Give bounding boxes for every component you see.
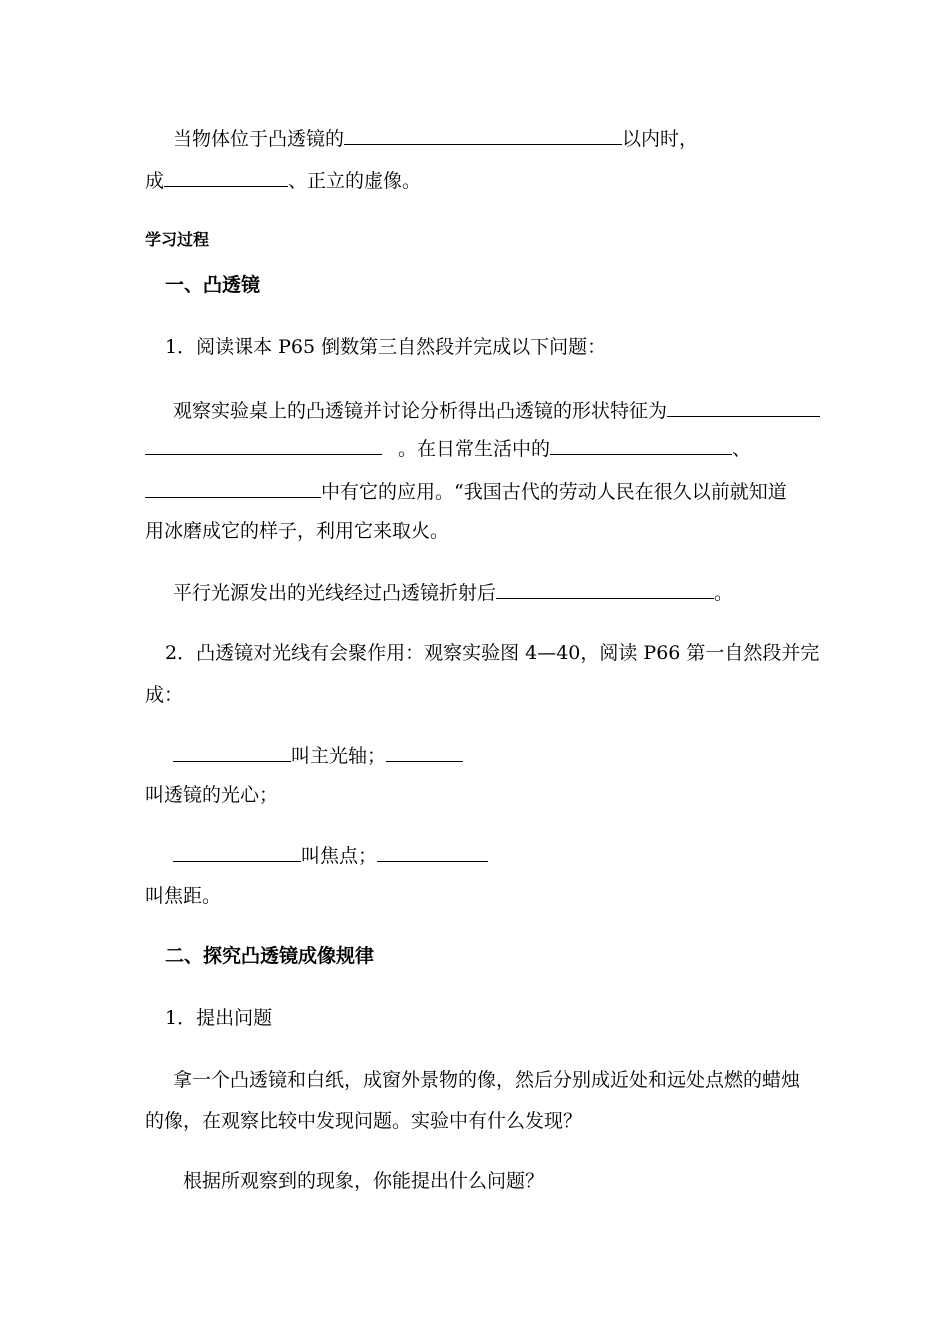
text-fragment: 、 — [732, 438, 752, 460]
paragraph-shape-2 — [145, 436, 751, 461]
question-3: 1．提出问题 — [165, 1007, 273, 1029]
fill-blank[interactable] — [344, 126, 622, 145]
paragraph-experiment-1: 拿一个凸透镜和白纸，成窗外景物的像，然后分别成近处和远处点燃的蜡烛 — [173, 1069, 801, 1091]
heading-imaging-law: 二、探究凸透镜成像规律 — [165, 945, 375, 967]
text-fragment: 当物体位于凸透镜的 — [173, 128, 345, 150]
fill-blank[interactable] — [377, 843, 488, 862]
section-label-study-process: 学习过程 — [145, 230, 210, 249]
line-convex-virtual-image-2 — [145, 168, 421, 193]
fill-blank[interactable] — [386, 743, 463, 762]
paragraph-question-prompt: 根据所观察到的现象，你能提出什么问题？ — [183, 1170, 545, 1192]
text-fragment: 、正立的虚像。 — [288, 170, 422, 192]
text-fragment: 。 — [714, 582, 734, 604]
text-fragment: 观察实验桌上的凸透镜并讨论分析得出凸透镜的形状特征为 — [173, 400, 668, 422]
fill-blank[interactable] — [145, 436, 382, 455]
question-2-line-1: 2．凸透镜对光线有会聚作用：观察实验图 4—40，阅读 P66 第一自然段并完 — [165, 642, 820, 664]
fill-blank[interactable] — [496, 580, 714, 599]
text-fragment: 平行光源发出的光线经过凸透镜折射后 — [173, 582, 497, 604]
definition-focus-line — [173, 843, 488, 868]
fill-blank[interactable] — [145, 479, 321, 498]
definition-optical-center: 叫透镜的光心； — [145, 784, 279, 806]
fill-blank[interactable] — [164, 168, 288, 187]
fill-blank[interactable] — [173, 843, 301, 862]
heading-convex-lens: 一、凸透镜 — [165, 274, 261, 296]
question-1: 1．阅读课本 P65 倒数第三自然段并完成以下问题： — [165, 336, 607, 358]
text-fragment: 成 — [145, 170, 165, 192]
line-convex-virtual-image-1 — [173, 126, 698, 151]
paragraph-experiment-2: 的像，在观察比较中发现问题。实验中有什么发现？ — [145, 1110, 583, 1132]
fill-blank[interactable] — [173, 743, 291, 762]
question-2-line-2: 成： — [145, 684, 184, 706]
paragraph-shape-1 — [173, 398, 820, 423]
fill-blank[interactable] — [667, 398, 820, 417]
text-fragment: 叫焦点； — [301, 845, 378, 867]
paragraph-shape-3 — [145, 479, 787, 504]
fill-blank[interactable] — [550, 436, 732, 455]
text-fragment: 。在日常生活中的 — [398, 438, 551, 460]
definition-axis-line — [173, 743, 463, 768]
text-fragment: 以内时， — [622, 128, 699, 150]
text-fragment: 叫主光轴； — [291, 745, 387, 767]
definition-focal-length: 叫焦距。 — [145, 885, 222, 907]
text-fragment: 中有它的应用。“我国古代的劳动人民在很久以前就知道 — [321, 481, 787, 503]
paragraph-parallel-light — [173, 580, 733, 605]
paragraph-shape-4: 用冰磨成它的样子，利用它来取火。 — [145, 520, 450, 542]
